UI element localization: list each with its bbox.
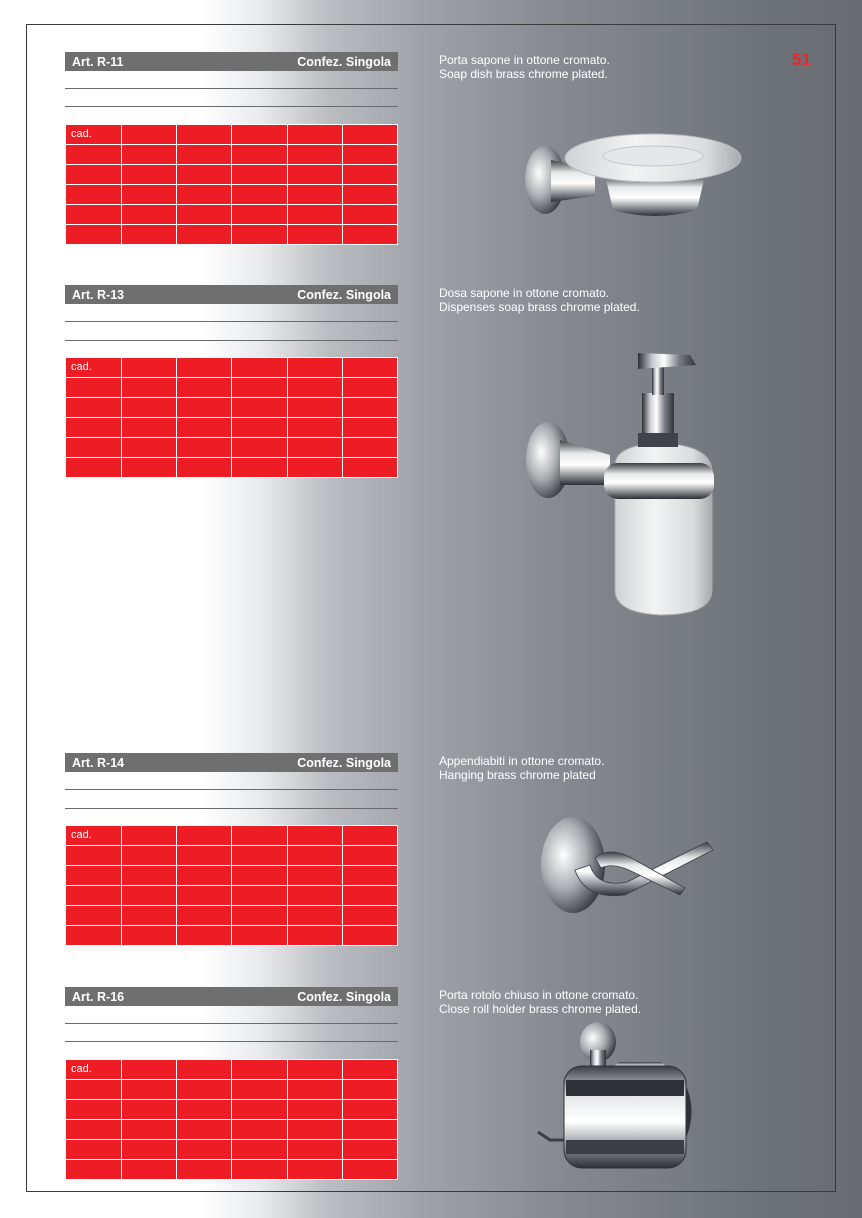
article-header	[65, 753, 398, 772]
unit-label: cad.	[66, 1060, 122, 1080]
article-header	[65, 987, 398, 1006]
description-en: Soap dish brass chrome plated.	[439, 67, 608, 81]
divider	[65, 789, 398, 790]
divider	[65, 1023, 398, 1024]
description-it: Dosa sapone in ottone cromato.	[439, 286, 610, 300]
unit-label: cad.	[66, 125, 122, 145]
divider	[65, 808, 398, 809]
pack-type: Confez. Singola	[297, 755, 391, 770]
description-en: Close roll holder brass chrome plated.	[439, 1002, 642, 1016]
soap-dispenser-icon	[520, 345, 720, 620]
divider	[65, 340, 398, 341]
description-it: Porta rotolo chiuso in ottone cromato.	[439, 988, 639, 1002]
price-table	[65, 825, 398, 946]
divider	[65, 1041, 398, 1042]
roll-holder-icon	[530, 1020, 700, 1175]
page-number: 51	[792, 50, 811, 69]
article-code: Art. R-14	[72, 755, 125, 770]
description-it: Appendiabiti in ottone cromato.	[439, 754, 605, 768]
product-description	[439, 754, 604, 782]
pack-type: Confez. Singola	[297, 287, 391, 302]
description-en: Dispenses soap brass chrome plated.	[439, 300, 640, 314]
description-en: Hanging brass chrome plated	[439, 768, 596, 782]
article-code: Art. R-11	[72, 54, 124, 69]
pack-type: Confez. Singola	[297, 989, 391, 1004]
price-table	[65, 357, 398, 478]
robe-hook-icon	[535, 810, 725, 925]
product-description	[439, 286, 640, 314]
article-code: Art. R-16	[72, 989, 125, 1004]
pack-type: Confez. Singola	[297, 54, 391, 69]
article-header	[65, 285, 398, 304]
description-it: Porta sapone in ottone cromato.	[439, 53, 610, 67]
article-code: Art. R-13	[72, 287, 125, 302]
price-table	[65, 1059, 398, 1180]
unit-label: cad.	[66, 826, 122, 846]
divider	[65, 321, 398, 322]
product-description	[439, 988, 641, 1016]
unit-label: cad.	[66, 358, 122, 378]
